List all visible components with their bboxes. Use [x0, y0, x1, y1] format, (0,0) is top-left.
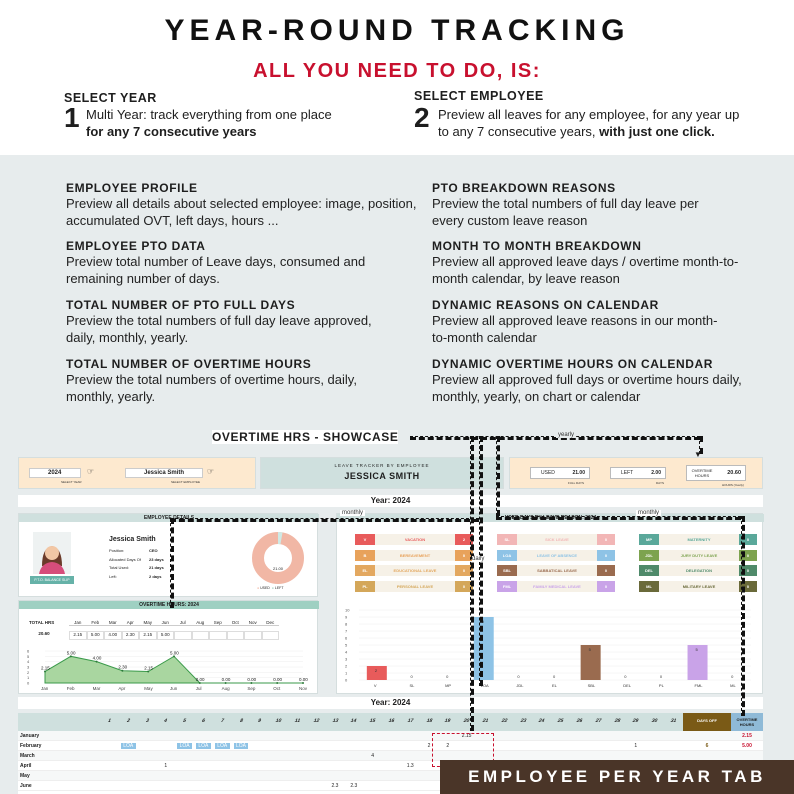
- y-tick-label: 0: [27, 680, 30, 686]
- leave-reason-row: [355, 581, 473, 592]
- total-hrs-value: 20.60: [38, 631, 50, 636]
- month-header: May: [139, 620, 157, 626]
- monthly-label: monthly: [342, 510, 364, 516]
- employee-details-panel: [18, 513, 318, 597]
- day-header: 28: [613, 718, 621, 724]
- leave-name: BEREAVEMENT: [399, 552, 431, 558]
- calendar-entry: LOA: [215, 743, 230, 749]
- leave-code: PL: [355, 581, 375, 592]
- month-ot-value: 5.00: [87, 631, 105, 640]
- calendar-entry: LOA: [121, 743, 136, 749]
- leave-count: 0: [597, 534, 615, 545]
- y-tick-label: 4: [345, 649, 348, 655]
- month-label: January: [20, 733, 40, 739]
- x-tick-label: FML: [694, 683, 703, 688]
- month-header: Jun: [157, 620, 175, 626]
- bar-value-label: 2: [374, 668, 378, 673]
- overtime-data-label: 0.00: [221, 677, 231, 682]
- y-tick-label: 9: [345, 614, 348, 620]
- overtime-data-label: 2.15: [144, 665, 153, 671]
- feature-title: TOTAL NUMBER OF PTO FULL DAYS: [66, 298, 296, 312]
- feature-desc: Preview the total numbers of full day leave approved, daily, monthly, yearly.: [66, 313, 372, 345]
- employee-per-year-tab-banner: EMPLOYEE PER YEAR TAB: [440, 760, 794, 794]
- leave-count: 0: [739, 550, 757, 561]
- leave-reason-row: [497, 534, 615, 545]
- x-tick-label: EL: [552, 683, 557, 688]
- hand-pointer-icon: ☞: [207, 467, 215, 476]
- avatar: [33, 532, 71, 574]
- day-header: 7: [219, 718, 225, 724]
- day-header: 5: [182, 718, 188, 724]
- step-1-number: 1: [64, 102, 80, 133]
- leave-reason-row: [639, 581, 757, 592]
- feature-title: DYNAMIC REASONS ON CALENDAR: [432, 298, 659, 312]
- tracker-header-small: LEAVE TRACKER BY EMPLOYEE: [334, 463, 430, 468]
- day-header: 14: [349, 718, 358, 724]
- feature-title: MONTH TO MONTH BREAKDOWN: [432, 239, 642, 253]
- connector-line: [741, 516, 745, 716]
- calendar-entry: 4: [371, 753, 374, 759]
- leave-code: SBL: [497, 565, 517, 576]
- feature-title: DYNAMIC OVERTIME HOURS ON CALENDAR: [432, 357, 714, 371]
- page-title: YEAR-ROUND TRACKING: [164, 14, 630, 47]
- summary-panel: [509, 457, 763, 489]
- x-tick-label: Aug: [221, 686, 230, 691]
- x-tick-label: Jan: [41, 686, 49, 691]
- total-hrs-label: TOTAL HRS: [29, 620, 55, 625]
- day-header: 15: [368, 718, 377, 724]
- step-2-number: 2: [414, 102, 430, 133]
- day-header: 25: [556, 718, 565, 724]
- leave-name: MILITARY LEAVE: [682, 583, 716, 589]
- month-label: June: [20, 783, 32, 789]
- employee-info: Position: CEO Allocated Days Of 23 days Total Used: 21 days Left: 2 days: [109, 548, 164, 579]
- bar-value-label: 0: [624, 674, 627, 679]
- showcase-label: OVERTIME HRS - SHOWCASE: [212, 430, 399, 444]
- connector-line: [496, 436, 500, 516]
- x-tick-label: ML: [730, 683, 736, 688]
- overtime-data-label: 5.00: [170, 650, 179, 656]
- select-year-label: SELECT YEAR: [61, 480, 82, 484]
- arrow-down-icon: ▼: [694, 450, 702, 459]
- overtime-box: OVERTIME HOURS 20.60: [686, 465, 746, 481]
- y-tick-label: 0: [345, 677, 348, 683]
- bar-value-label: 5: [695, 647, 698, 652]
- overtime-value: 2.15: [742, 733, 752, 739]
- month-header: Aug: [192, 620, 210, 626]
- y-tick-label: 10: [345, 607, 350, 613]
- leave-reason-row: [355, 534, 473, 545]
- donut-value: 21.00: [273, 566, 284, 571]
- x-tick-label: Oct: [273, 686, 281, 691]
- leave-reason-row: [497, 565, 615, 576]
- tracker-header-name: JESSICA SMITH: [344, 471, 420, 481]
- overtime-point: [44, 671, 46, 673]
- x-tick-label: Feb: [66, 686, 75, 691]
- leave-code: DEL: [639, 565, 659, 576]
- feature-desc: Preview the total numbers of overtime hours, daily, monthly, yearly.: [66, 372, 357, 404]
- page-subtitle: ALL YOU NEED TO DO, IS:: [253, 60, 541, 82]
- overtime-table: [29, 620, 309, 642]
- leave-name: FAMILY MEDICAL LEAVE: [533, 583, 581, 589]
- day-header: 16: [387, 718, 396, 724]
- y-tick-label: 4: [27, 659, 30, 665]
- month-ot-value: [209, 631, 227, 640]
- feature-title: EMPLOYEE PTO DATA: [66, 239, 206, 253]
- day-header: 3: [144, 718, 150, 724]
- feature-desc: Preview all approved leave days / overtime month-to-month calendar, by leave reason: [432, 254, 739, 286]
- x-tick-label: V: [373, 683, 377, 688]
- overtime-point: [121, 670, 123, 672]
- overtime-point: [225, 682, 227, 684]
- tracker-header: [260, 457, 504, 489]
- leave-count: 0: [597, 581, 615, 592]
- leave-code: SL: [497, 534, 517, 545]
- x-tick-label: Mar: [92, 686, 101, 691]
- month-ot-value: [227, 631, 245, 640]
- x-tick-label: Jun: [170, 686, 178, 691]
- overtime-data-label: 2.15: [41, 665, 50, 671]
- leave-code: ML: [639, 581, 659, 592]
- x-tick-label: SL: [409, 683, 415, 688]
- connector-line: [170, 518, 174, 608]
- month-header: Feb: [87, 620, 105, 626]
- leave-code: FML: [497, 581, 517, 592]
- x-tick-label: DEL: [623, 683, 632, 688]
- leave-count: 2: [455, 534, 473, 545]
- feature-desc: Preview all approved full days or overtime hours daily, monthly, yearly, on chart or calendar: [432, 372, 742, 404]
- calendar-year-band: Year: 2024: [18, 697, 763, 709]
- selector-panel: [18, 457, 256, 489]
- month-ot-value: 2.15: [69, 631, 87, 640]
- leave-name: VACATION: [404, 537, 426, 542]
- leave-count: 0: [455, 550, 473, 561]
- donut-legend: ● USED ● LEFT: [257, 586, 284, 590]
- month-label: April: [20, 763, 32, 769]
- month-label: March: [20, 753, 35, 759]
- day-header: 11: [293, 718, 302, 724]
- feature-title: TOTAL NUMBER OF OVERTIME HOURS: [66, 357, 312, 371]
- leave-count: 0: [597, 550, 615, 561]
- day-header: 30: [650, 718, 659, 724]
- day-header: 1: [106, 718, 112, 724]
- used-sub: FULL DAYS: [568, 481, 585, 485]
- features-section: [0, 155, 794, 445]
- calendar-header: [18, 713, 763, 731]
- day-header: 13: [331, 718, 339, 724]
- month-ot-value: 2.15: [139, 631, 157, 640]
- y-tick-label: 8: [345, 621, 348, 627]
- intro-section: [0, 0, 794, 155]
- leave-name: EDUCATIONAL LEAVE: [393, 568, 437, 573]
- leave-code: MP: [639, 534, 659, 545]
- overtime-point: [70, 655, 72, 657]
- select-employee-label: SELECT EMPLOYEE: [171, 480, 200, 484]
- year-band: Year: 2024: [18, 495, 763, 507]
- step-1-text: Multi Year: track everything from one place for any 7 consecutive years: [86, 107, 332, 139]
- bar-value-label: 0: [553, 674, 556, 679]
- day-header: 6: [200, 718, 206, 724]
- leave-count: 0: [597, 565, 615, 576]
- month-header: Mar: [104, 620, 122, 626]
- bar-value-label: 0: [410, 674, 413, 679]
- overtime-point: [250, 682, 252, 684]
- y-tick-label: 6: [345, 635, 348, 641]
- leave-reason-bar-chart: [341, 602, 759, 692]
- connector-line: [170, 518, 479, 522]
- overtime-data-label: 0.00: [299, 677, 308, 682]
- leave-reason-grid: [337, 530, 764, 600]
- day-header: 26: [575, 718, 584, 724]
- leave-code: LOA: [497, 550, 517, 561]
- calendar-entry: 1.3: [406, 763, 414, 769]
- overtime-area: [45, 656, 303, 683]
- left-sub: DAYS: [656, 481, 664, 485]
- x-tick-label: Apr: [118, 686, 126, 691]
- y-tick-label: 3: [345, 656, 348, 662]
- calendar-entry: 2: [446, 743, 450, 749]
- employee-select[interactable]: Jessica Smith: [125, 468, 203, 478]
- x-tick-label: May: [144, 686, 153, 691]
- feature-desc: Preview the total numbers of full day leave per every custom leave reason: [432, 196, 699, 228]
- x-tick-label: Sep: [247, 686, 256, 691]
- leave-count: 0: [739, 534, 757, 545]
- days-off-value: 6: [705, 743, 709, 749]
- overtime-data-label: 0.00: [273, 677, 282, 682]
- overtime-hours-header: OVERTIME HOURS: [731, 713, 763, 731]
- day-header: 29: [631, 718, 640, 724]
- leave-name: SABBATICAL LEAVE: [537, 568, 577, 573]
- overtime-point: [302, 682, 304, 684]
- overtime-data-label: 2.30: [118, 664, 128, 670]
- day-header: 24: [537, 718, 546, 724]
- calendar-entry: 2.3: [350, 783, 358, 789]
- month-ot-value: 5.00: [157, 631, 175, 640]
- bar-value-label: 5: [588, 647, 591, 652]
- connector-line: [410, 436, 700, 440]
- feature-desc: Preview all details about selected employee: image, position, accumulated OVT, left days, hours ...: [66, 196, 417, 228]
- y-tick-label: 5: [27, 653, 30, 659]
- y-tick-label: 6: [27, 648, 30, 654]
- month-ot-value: [174, 631, 192, 640]
- overtime-title: OVERTIME HOURS: 2024: [19, 601, 319, 609]
- y-tick-label: 3: [27, 664, 30, 670]
- leave-reason-row: [355, 565, 473, 576]
- y-tick-label: 2: [345, 663, 348, 669]
- day-header: 31: [669, 718, 678, 724]
- overtime-point: [173, 655, 175, 657]
- y-tick-label: 1: [345, 670, 348, 676]
- bar-value-label: 9: [481, 619, 484, 624]
- overtime-data-label: 0.00: [247, 677, 257, 682]
- leave-count: 0: [739, 565, 757, 576]
- yearly-label: yearly: [558, 432, 575, 438]
- calendar-entry: 2.15: [461, 733, 472, 739]
- leave-reasons-panel: [336, 513, 763, 694]
- overtime-point: [276, 682, 278, 684]
- leave-name: PERSONAL LEAVE: [396, 583, 434, 589]
- bar-value-label: 0: [446, 674, 449, 679]
- overtime-area-chart: [23, 643, 315, 693]
- day-header: 9: [257, 718, 263, 724]
- x-tick-label: Nov: [299, 686, 308, 691]
- daily-label: daily: [472, 556, 485, 562]
- feature-title: PTO BREAKDOWN REASONS: [432, 181, 616, 195]
- leave-code: V: [355, 534, 375, 545]
- x-tick-label: Jul: [195, 686, 202, 691]
- used-box: USED 21.00: [530, 467, 590, 479]
- overtime-value: 5.00: [742, 743, 752, 749]
- day-header: 23: [519, 718, 527, 724]
- leave-reason-row: [497, 581, 615, 592]
- pto-donut-chart: [250, 530, 306, 586]
- leave-code: B: [355, 550, 375, 561]
- month-label: February: [20, 743, 42, 749]
- day-header: 19: [443, 718, 452, 724]
- connector-line: [496, 516, 741, 520]
- feature-title: EMPLOYEE PROFILE: [66, 181, 198, 195]
- leave-name: JURY DUTY LEAVE: [680, 552, 718, 558]
- y-tick-label: 7: [345, 628, 348, 634]
- leave-reason-row: [639, 565, 757, 576]
- calendar-entry: 2: [427, 743, 431, 749]
- leave-count: 0: [455, 565, 473, 576]
- leave-name: MATERNITY: [687, 537, 711, 542]
- month-header: Dec: [262, 620, 280, 626]
- y-tick-label: 1: [27, 675, 30, 681]
- employee-name: Jessica Smith: [109, 536, 156, 543]
- day-header: 17: [406, 718, 415, 724]
- day-header: 2: [125, 718, 131, 724]
- day-header: 20: [462, 718, 471, 724]
- step-2-heading: SELECT EMPLOYEE: [414, 89, 544, 103]
- leave-reason-row: [639, 550, 757, 561]
- day-header: 18: [425, 718, 433, 724]
- month-ot-value: 4.00: [104, 631, 122, 640]
- monthly-label: monthly: [638, 510, 660, 516]
- month-ot-value: [244, 631, 262, 640]
- step-2-text: Preview all leaves for any employee, for any year up to any 7 consecutive years, with just one click.: [438, 107, 740, 139]
- calendar-entry: LOA: [234, 743, 249, 749]
- x-tick-label: PL: [658, 683, 664, 688]
- year-select[interactable]: 2024: [29, 468, 81, 478]
- leave-name: LEAVE OF ABSENCE: [536, 552, 578, 558]
- left-box: LEFT 2.00: [610, 467, 666, 479]
- calendar-entry: 1: [634, 743, 638, 749]
- calendar-entry: 2.3: [331, 783, 339, 789]
- day-header: 4: [163, 718, 169, 724]
- day-header: 10: [274, 718, 283, 724]
- leave-name: SICK LEAVE: [545, 537, 569, 542]
- day-header: 12: [312, 718, 321, 724]
- calendar-row: [18, 731, 763, 741]
- overtime-data-label: 5.00: [66, 650, 76, 656]
- step-1-heading: SELECT YEAR: [64, 91, 157, 105]
- leave-reasons-title: USED DAYS BY LEAVE REASON: 2024: [337, 514, 764, 522]
- month-header: Nov: [244, 620, 262, 626]
- calendar-entry: 1: [164, 763, 168, 769]
- month-ot-value: 2.30: [122, 631, 140, 640]
- leave-reason-row: [639, 534, 757, 545]
- month-header: Jul: [174, 620, 192, 626]
- bar-value-label: 0: [517, 674, 520, 679]
- y-tick-label: 5: [345, 642, 348, 648]
- bar: [474, 617, 494, 680]
- day-header: 22: [500, 718, 509, 724]
- month-ot-value: [262, 631, 280, 640]
- feature-desc: Preview total number of Leave days, consumed and remaining number of days.: [66, 254, 366, 286]
- overtime-sub: HOURS (Yearly): [722, 483, 744, 487]
- employee-details-title: EMPLOYEE DETAILS: [19, 514, 319, 522]
- days-off-header: DAYS OFF: [683, 713, 731, 731]
- y-tick-label: 2: [27, 669, 30, 675]
- leave-reason-row: [355, 550, 473, 561]
- leave-code: JDL: [639, 550, 659, 561]
- overtime-point: [199, 682, 201, 684]
- month-header: Apr: [122, 620, 140, 626]
- day-header: 21: [481, 718, 490, 724]
- calendar-entry: LOA: [196, 743, 211, 749]
- connector-line: [470, 436, 474, 731]
- x-tick-label: SBL: [587, 683, 596, 688]
- leave-reason-row: [497, 550, 615, 561]
- month-header: Oct: [227, 620, 245, 626]
- bar-value-label: 0: [659, 674, 663, 679]
- x-tick-label: LOA: [480, 683, 489, 688]
- overtime-data-label: 0.00: [195, 677, 205, 682]
- day-header: 8: [238, 718, 244, 724]
- month-label: May: [20, 773, 30, 779]
- month-header: Sep: [209, 620, 227, 626]
- x-tick-label: JDL: [516, 683, 524, 688]
- month-ot-value: [192, 631, 210, 640]
- leave-count: 0: [739, 581, 757, 592]
- overtime-point: [96, 661, 98, 663]
- leave-name: DELEGATION: [686, 568, 712, 573]
- leave-code: EL: [355, 565, 375, 576]
- bar-value-label: 0: [731, 674, 734, 679]
- feature-desc: Preview all approved leave reasons in our month-to-month calendar: [432, 313, 718, 345]
- tracker-sheet: [0, 445, 794, 794]
- day-header: 27: [594, 718, 603, 724]
- overtime-data-label: 4.00: [92, 655, 102, 661]
- hand-pointer-icon: ☞: [87, 467, 95, 476]
- x-tick-label: MP: [445, 683, 452, 688]
- overtime-point: [147, 671, 149, 673]
- month-header: Jan: [69, 620, 87, 626]
- overtime-panel: [18, 600, 318, 694]
- pto-balance-slip-button[interactable]: P.T.O. BALANCE SLIP: [30, 576, 74, 584]
- calendar-entry: LOA: [177, 743, 192, 749]
- leave-count: 0: [455, 581, 473, 592]
